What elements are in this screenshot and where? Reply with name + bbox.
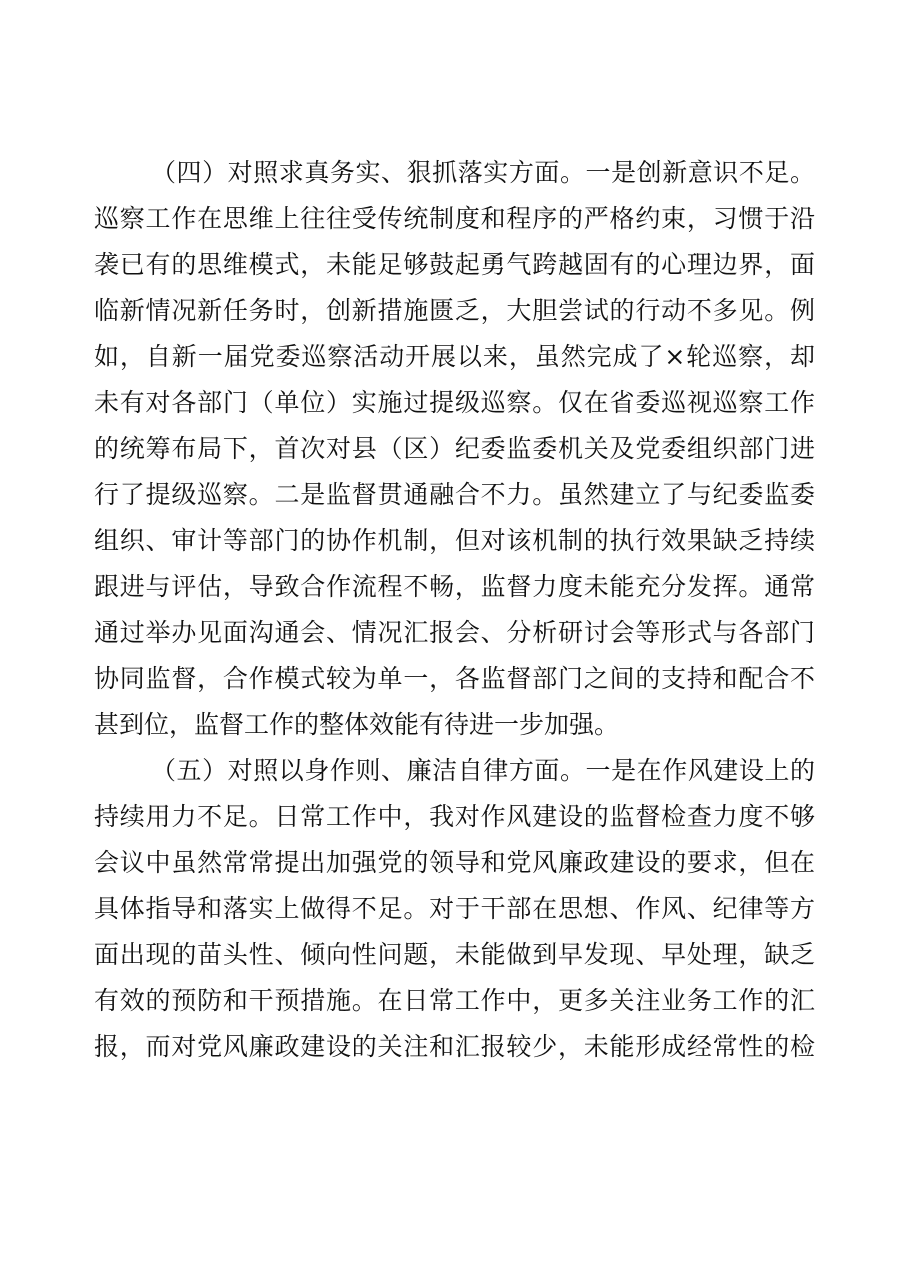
text-line [0,195,909,243]
text-line [0,425,909,473]
line-text: 袭已有的思维模式，未能足够鼓起勇气跨越固有的心理边界，面 [94,250,816,279]
text-line [0,885,909,933]
line-text: 行了提级巡察。二是监督贯通融合不力。虽然建立了与纪委监委 [94,480,816,509]
text-line [0,701,909,749]
line-text: 协同监督，合作模式较为单一，各监督部门之间的支持和配合不 [94,664,816,693]
text-line [0,333,909,381]
text-line [0,793,909,841]
line-text: 巡察工作在思维上往往受传统制度和程序的严格约束，习惯于沿 [94,204,816,233]
line-text: （五）对照以身作则、廉洁自律方面。一是在作风建设上的 [151,756,816,785]
text-line [0,149,909,197]
line-text: 跟进与评估，导致合作流程不畅，监督力度未能充分发挥。通常 [94,572,816,601]
text-line [0,931,909,979]
text-line [0,747,909,795]
line-text: 具体指导和落实上做得不足。对于干部在思想、作风、纪律等方 [94,894,816,923]
text-line [0,517,909,565]
text-line [0,1023,909,1071]
text-line [0,379,909,427]
text-line [0,839,909,887]
line-text: 甚到位，监督工作的整体效能有待进一步加强。 [94,710,620,739]
line-text: 如，自新一届党委巡察活动开展以来，虽然完成了×轮巡察，却 [94,342,816,371]
text-line [0,287,909,335]
line-text: 持续用力不足。日常工作中，我对作风建设的监督检查力度不够 [94,802,816,831]
text-line [0,563,909,611]
text-line [0,977,909,1025]
text-line [0,609,909,657]
text-line [0,241,909,289]
line-text: 未有对各部门（单位）实施过提级巡察。仅在省委巡视巡察工作 [94,388,816,417]
line-text: （四）对照求真务实、狠抓落实方面。一是创新意识不足。 [151,158,816,187]
line-text: 的统筹布局下，首次对县（区）纪委监委机关及党委组织部门进 [94,434,816,463]
line-text: 临新情况新任务时，创新措施匮乏，大胆尝试的行动不多见。例 [94,296,816,325]
line-text: 有效的预防和干预措施。在日常工作中，更多关注业务工作的汇 [94,986,816,1015]
line-text: 组织、审计等部门的协作机制，但对该机制的执行效果缺乏持续 [94,526,816,555]
line-text: 通过举办见面沟通会、情况汇报会、分析研讨会等形式与各部门 [94,618,816,647]
line-text: 报，而对党风廉政建设的关注和汇报较少，未能形成经常性的检 [94,1032,816,1061]
text-line [0,471,909,519]
line-text: 面出现的苗头性、倾向性问题，未能做到早发现、早处理，缺乏 [94,940,816,969]
text-line [0,655,909,703]
line-text: 会议中虽然常常提出加强党的领导和党风廉政建设的要求，但在 [94,848,816,877]
